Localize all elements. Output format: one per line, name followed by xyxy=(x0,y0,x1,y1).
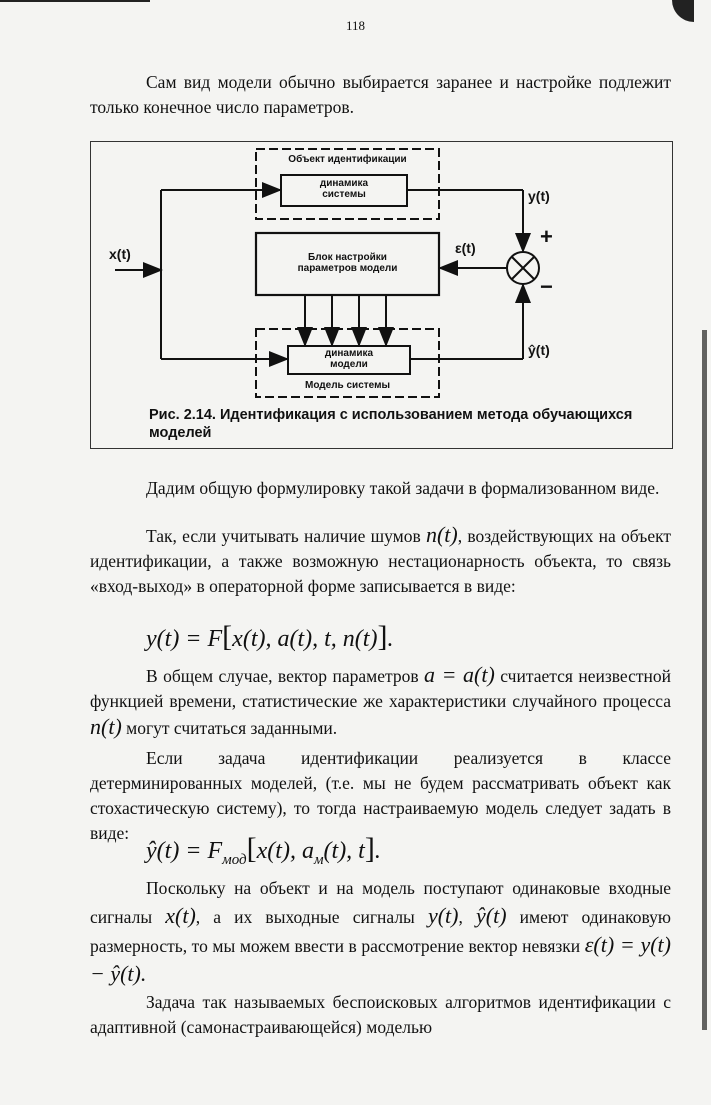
formula-2-sub: мод xyxy=(222,852,247,868)
diagram-lines xyxy=(91,142,672,448)
object-label: Объект идентификации xyxy=(288,154,407,165)
paragraph-2 xyxy=(90,522,671,599)
paragraph-6: Задача так называемых беспоисковых алгоритмов идентификации с адаптивной (самонастраивающейся) моделью xyxy=(90,992,671,1037)
y-symbol: y(t) xyxy=(427,903,459,928)
error-label: ε(t) xyxy=(455,240,476,256)
formula-2-args-b: (t), t xyxy=(323,838,365,864)
paragraph-4: Если задача идентификации реализуется в классе детерминированных моделей, (т.е. мы не будем рассматривать объект как стохастическую систему), то тогда настраиваемую модель следует задать в виде: xyxy=(90,748,671,843)
p3-text-a: В общем случае, вектор параметров xyxy=(146,666,419,686)
formula-1: y(t) = F[x(t), a(t), t, n(t)]. xyxy=(146,620,394,653)
noise-symbol-2: n(t) xyxy=(90,714,122,739)
scan-edge-right xyxy=(702,330,707,1030)
paragraph-5: Поскольку на объект и на модель поступают одинаковые входные сигналы x(t), а их выходные сигналы y(t), ŷ(t) имеют одинаковую размерность, то мы можем ввести в рассмотрение вектор невязки ε(t) = y(t) − ŷ(t). xyxy=(90,878,672,986)
intro-paragraph: Сам вид модели обычно выбирается заранее и настройке подлежит только конечное число параметров. xyxy=(90,72,671,117)
p3-text-c: могут считаться заданными. xyxy=(126,718,338,738)
formula-2-left: ŷ(t) = F xyxy=(146,838,223,864)
page-number: 118 xyxy=(345,18,366,33)
p2-text-a: Так, если учитывать наличие шумов xyxy=(146,526,421,546)
param-symbol: a = a(t) xyxy=(424,662,495,687)
plus-sign: + xyxy=(540,224,553,249)
formula-1-left: y(t) = F xyxy=(146,626,223,652)
p5-text-b: , а их выходные сигналы xyxy=(195,907,415,927)
paragraph-3 xyxy=(90,662,671,741)
output-label: y(t) xyxy=(528,188,550,204)
formula-2-args-a: x(t), a xyxy=(256,838,314,864)
input-label: x(t) xyxy=(109,246,131,262)
minus-sign: − xyxy=(540,274,553,299)
formula-2-args-sub: м xyxy=(313,852,324,868)
x-symbol: x(t) xyxy=(165,903,196,928)
block-diagram xyxy=(90,141,673,449)
p3-text-b: считается неизвестной функцией времени, статистические же характеристики случайного процесса xyxy=(90,666,672,711)
scan-edge-top-left xyxy=(0,0,150,2)
p2-text-b: , воздействующих на объект идентификации, а также возможную нестационарность объекта, то связь «вход-выход» в операторной форме записывается в виде: xyxy=(90,526,672,596)
p5-text-c: имеют одинаковую размерность, то мы можем ввести в рассмотрение вектор невязки xyxy=(90,907,672,956)
figure-caption: Рис. 2.14. Идентификация с использованием метода обучающихся моделей xyxy=(149,407,633,441)
paragraph-1: Дадим общую формулировку такой задачи в формализованном виде. xyxy=(146,478,660,498)
model-label: Модель системы xyxy=(304,380,391,391)
yhat-symbol: ŷ(t) xyxy=(476,903,507,928)
tuning-label: Блок настройки параметров модели xyxy=(297,252,398,274)
model-output-label: ŷ(t) xyxy=(528,342,550,358)
residual-formula: ε(t) = y(t) − ŷ(t). xyxy=(90,932,671,986)
formula-2: ŷ(t) = $F_{мод}[x(t)$, $a_м(t)$, t]. xyxy=(146,832,381,868)
noise-symbol: n(t) xyxy=(425,522,458,547)
p5-text-a: Поскольку на объект и на модель поступают одинаковые входные сигналы xyxy=(90,878,671,927)
dyn-model-label: динамика модели xyxy=(324,348,374,370)
formula-1-args: x(t), a(t), t, n(t) xyxy=(232,626,378,652)
dyn-system-label: динамика системы xyxy=(319,178,369,200)
